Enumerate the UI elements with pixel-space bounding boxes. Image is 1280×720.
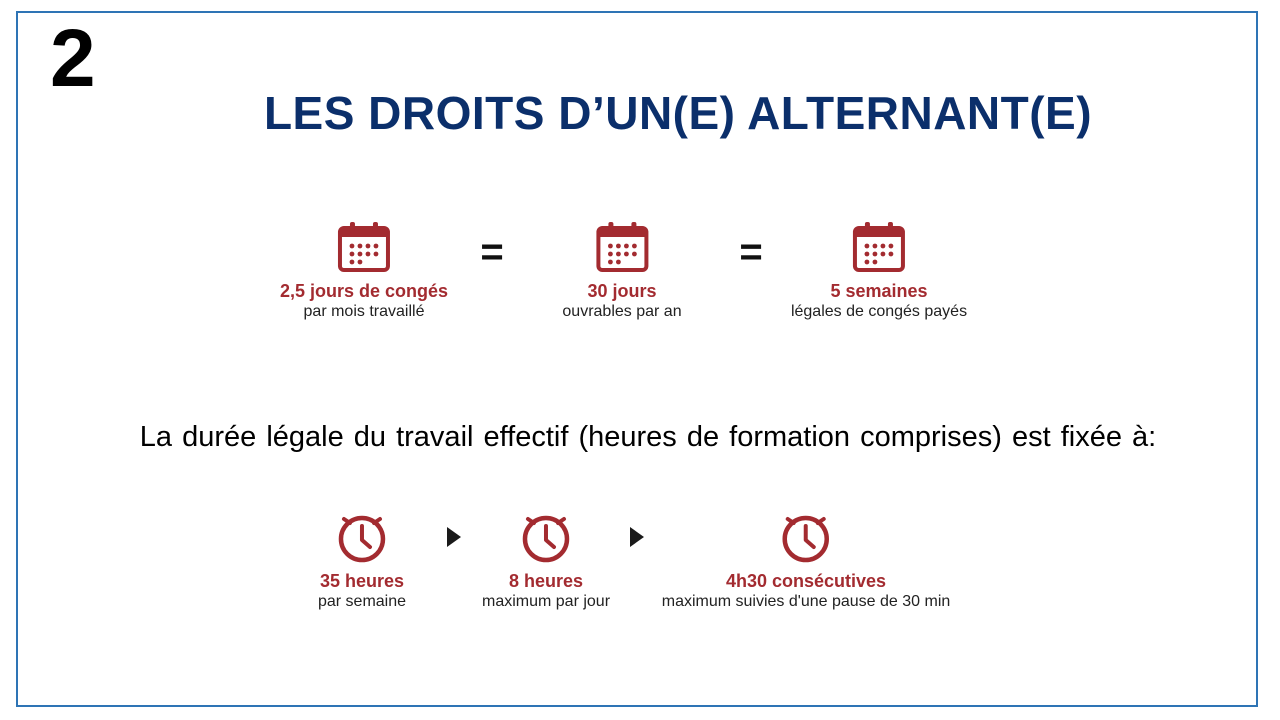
leave-main-label: 2,5 jours de congés: [279, 281, 449, 301]
clock-icon: [518, 510, 574, 564]
equals-sign: =: [739, 230, 763, 274]
hours-sub-label: maximum par jour: [481, 593, 611, 610]
slide-number: 2: [50, 13, 96, 104]
leave-sub-label: légales de congés payés: [790, 303, 968, 320]
hours-sub-label: par semaine: [317, 593, 407, 610]
hours-main-label: 4h30 consécutives: [725, 571, 887, 591]
hours-item-daily: [482, 510, 610, 612]
equals-sign: =: [480, 230, 504, 274]
leave-item-days-per-month: [280, 220, 448, 322]
hours-item-weekly: [318, 510, 406, 612]
leave-main-label: 30 jours: [587, 281, 657, 301]
leave-item-working-days: [562, 220, 681, 322]
hours-main-label: 35 heures: [319, 571, 405, 591]
hours-sub-label: maximum suivies d'une pause de 30 min: [661, 593, 951, 610]
calendar-icon: [851, 220, 907, 274]
leave-main-label: 5 semaines: [830, 281, 928, 301]
leave-sub-label: par mois travaillé: [303, 303, 425, 320]
slide-title: LES DROITS D’UN(E) ALTERNANT(E): [263, 87, 1093, 139]
calendar-icon: [594, 220, 650, 274]
hours-main-label: 8 heures: [508, 571, 584, 591]
working-time-paragraph: La durée légale du travail effectif (heures de formation comprises) est fixée à:: [139, 421, 1157, 453]
chevron-right-icon: [630, 527, 644, 547]
leave-item-weeks: [791, 220, 967, 322]
chevron-right-icon: [447, 527, 461, 547]
clock-icon: [334, 510, 390, 564]
leave-sub-label: ouvrables par an: [562, 303, 682, 320]
hours-item-consecutive: [662, 510, 951, 612]
clock-icon: [778, 510, 834, 564]
calendar-icon: [336, 220, 392, 274]
